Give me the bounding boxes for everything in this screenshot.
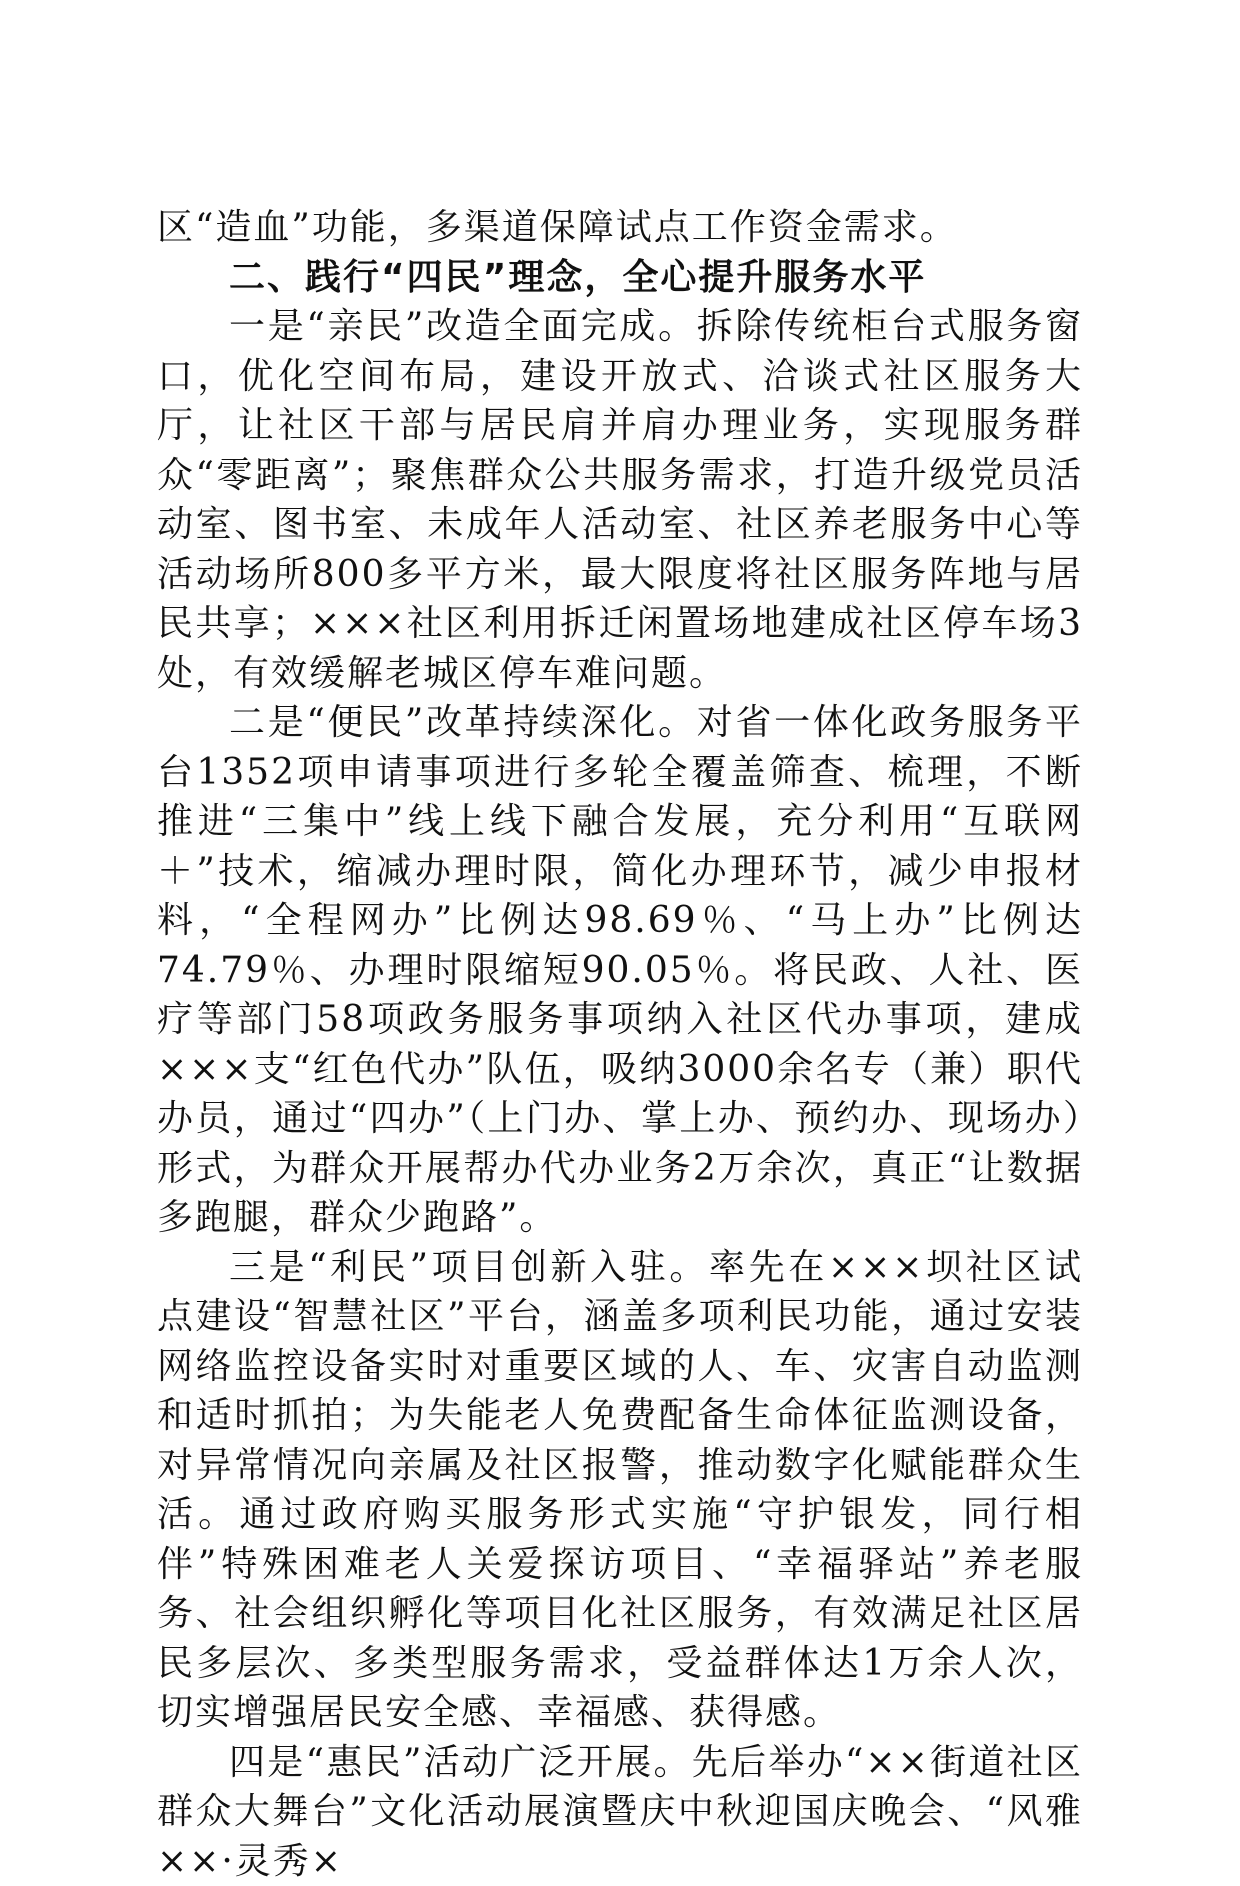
- document-page: [157, 203, 1083, 1886]
- paragraph-huimin: 四是“惠民”活动广泛开展。先后举办“××街道社区群众大舞台”文化活动展演暨庆中秋迎国庆晚会、“风雅××·灵秀×: [157, 1738, 1083, 1886]
- paragraph-limin: 三是“利民”项目创新入驻。率先在×××坝社区试点建设“智慧社区”平台，涵盖多项利民功能，通过安装网络监控设备实时对重要区域的人、车、灾害自动监测和适时抓拍；为失能老人免费配备生命体征监测设备，对异常情况向亲属及社区报警，推动数字化赋能群众生活。通过政府购买服务形式实施“守护银发，同行相伴”特殊困难老人关爱探访项目、“幸福驿站”养老服务、社会组织孵化等项目化社区服务，有效满足社区居民多层次、多类型服务需求，受益群体达1万余人次，切实增强居民安全感、幸福感、获得感。: [157, 1243, 1083, 1738]
- continuation-paragraph: 区“造血”功能，多渠道保障试点工作资金需求。: [157, 203, 1083, 253]
- paragraph-bianmin: 二是“便民”改革持续深化。对省一体化政务服务平台1352项申请事项进行多轮全覆盖筛查、梳理，不断推进“三集中”线上线下融合发展，充分利用“互联网＋”技术，缩减办理时限，简化办理环节，减少申报材料，“全程网办”比例达98.69％、“马上办”比例达74.79％、办理时限缩短90.05％。将民政、人社、医疗等部门58项政务服务事项纳入社区代办事项，建成×××支“红色代办”队伍，吸纳3000余名专（兼）职代办员，通过“四办”（上门办、掌上办、预约办、现场办）形式，为群众开展帮办代办业务2万余次，真正“让数据多跑腿，群众少跑路”。: [157, 698, 1083, 1243]
- section-heading: 二、践行“四民”理念，全心提升服务水平: [157, 253, 1083, 303]
- paragraph-qinmin: 一是“亲民”改造全面完成。拆除传统柜台式服务窗口，优化空间布局，建设开放式、洽谈式社区服务大厅，让社区干部与居民肩并肩办理业务，实现服务群众“零距离”；聚焦群众公共服务需求，打造升级党员活动室、图书室、未成年人活动室、社区养老服务中心等活动场所800多平方米，最大限度将社区服务阵地与居民共享；×××社区利用拆迁闲置场地建成社区停车场3处，有效缓解老城区停车难问题。: [157, 302, 1083, 698]
